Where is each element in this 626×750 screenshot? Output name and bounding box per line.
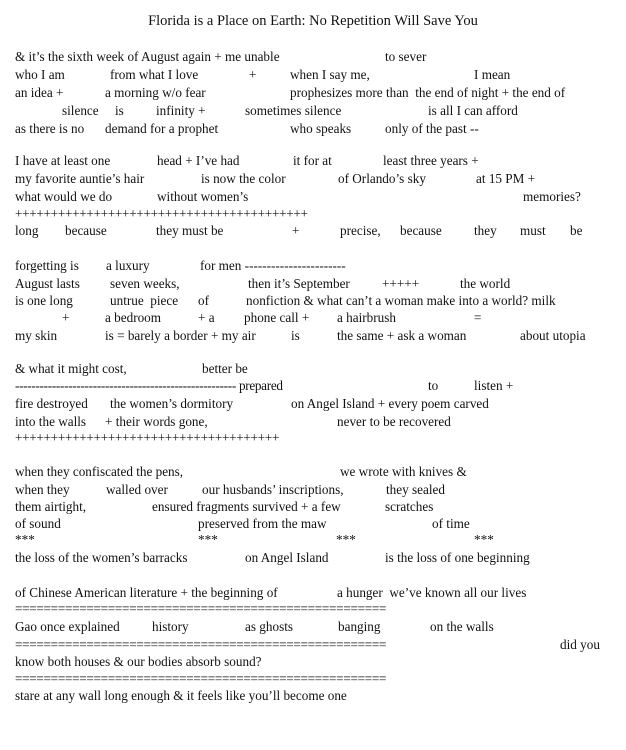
- line-segment: =: [474, 310, 482, 325]
- line-segment: on the walls: [430, 619, 494, 634]
- line-segment: +++++++++++++++++++++++++++++++++++++: [15, 430, 280, 445]
- line-segment: ensured fragments survived + a few: [152, 499, 341, 514]
- plus-divider: [0, 205, 626, 223]
- line-segment: they: [474, 223, 497, 238]
- line-segment: better be: [202, 361, 248, 376]
- line-segment: & it’s the sixth week of August again + me unable: [15, 49, 280, 64]
- equals-divider: [0, 670, 626, 688]
- line-segment: of Orlando’s sky: [338, 171, 426, 186]
- line-segment: into the walls: [15, 414, 87, 429]
- line-segment: ------------------------------------------------------ prepared: [15, 378, 283, 393]
- line-segment: to: [428, 378, 439, 393]
- line-segment: ====================================================: [15, 601, 387, 616]
- line-segment: they sealed: [386, 482, 445, 497]
- line-segment: the same + ask a woman: [337, 328, 467, 343]
- poem-line: [0, 120, 626, 138]
- plus-divider: [0, 429, 626, 447]
- line-segment: from what I love: [110, 67, 199, 82]
- line-segment: banging: [338, 619, 381, 634]
- poem-line: [0, 481, 626, 499]
- line-segment: them airtight,: [15, 499, 87, 514]
- poem-line: [0, 360, 626, 378]
- line-segment: of sound: [15, 516, 61, 531]
- line-segment: as ghosts: [245, 619, 293, 634]
- line-segment: of time: [432, 516, 470, 531]
- poem-line: [0, 377, 626, 395]
- line-segment: head + I’ve had: [157, 153, 240, 168]
- line-segment: only of the past --: [385, 121, 479, 136]
- line-segment: an idea +: [15, 85, 64, 100]
- line-segment: a bedroom: [105, 310, 162, 325]
- line-segment: memories?: [523, 189, 581, 204]
- line-segment: ====================================================: [15, 671, 387, 686]
- line-segment: it for at: [293, 153, 332, 168]
- poem-title: Florida is a Place on Earth: No Repetition Will Save You: [148, 13, 478, 29]
- line-segment: I have at least one: [15, 153, 111, 168]
- line-segment: ====================================================: [15, 637, 387, 652]
- line-segment: +++++++++++++++++++++++++++++++++++++++++: [15, 206, 308, 221]
- poem-line: [0, 309, 626, 327]
- line-segment: August lasts: [15, 276, 80, 291]
- poem-line: [0, 292, 626, 310]
- poem-line: [0, 188, 626, 206]
- line-segment: when I say me,: [290, 67, 370, 82]
- equals-divider: [0, 600, 626, 618]
- poem-line: [0, 152, 626, 170]
- poem-line: [0, 84, 626, 102]
- poem-line: [0, 395, 626, 413]
- line-segment: prophesizes more than the end of night + the end of: [290, 85, 566, 100]
- line-segment: who I am: [15, 67, 65, 82]
- line-segment: of: [198, 293, 209, 308]
- line-segment: the loss of the women’s barracks: [15, 550, 188, 565]
- poem-line: [0, 549, 626, 567]
- poem-line: [0, 66, 626, 84]
- line-segment: demand for a prophet: [105, 121, 219, 136]
- asterisk-divider: [0, 531, 626, 549]
- poem-line: [0, 463, 626, 481]
- line-segment: they must be: [156, 223, 224, 238]
- line-segment: is: [291, 328, 300, 343]
- line-segment: ***: [474, 532, 494, 547]
- line-segment: ***: [198, 532, 218, 547]
- line-segment: to sever: [385, 49, 427, 64]
- poem-line: [0, 498, 626, 516]
- line-segment: is all I can afford: [428, 103, 518, 118]
- line-segment: listen +: [474, 378, 514, 393]
- line-segment: our husbands’ inscriptions,: [202, 482, 344, 497]
- line-segment: ***: [15, 532, 35, 547]
- line-segment: is: [115, 103, 124, 118]
- line-segment: I mean: [474, 67, 511, 82]
- poem-line: [0, 170, 626, 188]
- line-segment: +: [292, 223, 300, 238]
- line-segment: when they: [15, 482, 70, 497]
- line-segment: on Angel Island + every poem carved: [291, 396, 489, 411]
- line-segment: as there is no: [15, 121, 85, 136]
- line-segment: + a: [198, 310, 215, 325]
- line-segment: a luxury: [106, 258, 150, 273]
- line-segment: never to be recovered: [337, 414, 451, 429]
- poem-line: [0, 653, 626, 671]
- line-segment: infinity +: [156, 103, 206, 118]
- line-segment: of Chinese American literature + the beginning of: [15, 585, 278, 600]
- line-segment: we wrote with knives &: [340, 464, 467, 479]
- line-segment: what would we do: [15, 189, 113, 204]
- line-segment: then it’s September: [248, 276, 350, 291]
- line-segment: forgetting is: [15, 258, 79, 273]
- poem-line: [0, 687, 626, 705]
- line-segment: is = barely a border + my air: [105, 328, 256, 343]
- line-segment: about utopia: [520, 328, 586, 343]
- line-segment: stare at any wall long enough & it feels like you’ll become one: [15, 688, 347, 703]
- line-segment: is now the color: [201, 171, 286, 186]
- line-segment: without women’s: [157, 189, 249, 204]
- line-segment: on Angel Island: [245, 550, 329, 565]
- line-segment: fire destroyed: [15, 396, 88, 411]
- line-segment: scratches: [385, 499, 434, 514]
- line-segment: did you: [560, 637, 600, 652]
- line-segment: silence: [62, 103, 99, 118]
- line-segment: because: [400, 223, 442, 238]
- poem-line: [0, 618, 626, 636]
- line-segment: must: [520, 223, 546, 238]
- line-segment: who speaks: [290, 121, 352, 136]
- line-segment: walled over: [106, 482, 168, 497]
- line-segment: a hunger we’ve known all our lives: [337, 585, 527, 600]
- poem-line: [0, 102, 626, 120]
- line-segment: the women’s dormitory: [110, 396, 234, 411]
- line-segment: at 15 PM +: [476, 171, 536, 186]
- line-segment: + their words gone,: [105, 414, 208, 429]
- line-segment: +: [249, 67, 257, 82]
- line-segment: a hairbrush: [337, 310, 396, 325]
- line-segment: be: [570, 223, 583, 238]
- poem-line: [0, 275, 626, 293]
- line-segment: know both houses & our bodies absorb sound?: [15, 654, 262, 669]
- line-segment: long: [15, 223, 39, 238]
- line-segment: phone call +: [244, 310, 310, 325]
- line-segment: when they confiscated the pens,: [15, 464, 184, 479]
- line-segment: a morning w/o fear: [105, 85, 206, 100]
- line-segment: untrue piece: [110, 293, 179, 308]
- line-segment: my favorite auntie’s hair: [15, 171, 145, 186]
- line-segment: Gao once explained: [15, 619, 120, 634]
- line-segment: +: [62, 310, 70, 325]
- line-segment: my skin: [15, 328, 58, 343]
- line-segment: is the loss of one beginning: [385, 550, 530, 565]
- line-segment: seven weeks,: [110, 276, 180, 291]
- line-segment: least three years +: [383, 153, 479, 168]
- line-segment: precise,: [340, 223, 381, 238]
- line-segment: & what it might cost,: [15, 361, 127, 376]
- line-segment: preserved from the maw: [198, 516, 327, 531]
- line-segment: ***: [336, 532, 356, 547]
- line-segment: because: [65, 223, 107, 238]
- poem-line: [0, 636, 626, 654]
- poem-line: [0, 327, 626, 345]
- line-segment: is one long: [15, 293, 73, 308]
- line-segment: nonfiction & what can’t a woman make into a world? milk: [246, 293, 556, 308]
- line-segment: history: [152, 619, 189, 634]
- line-segment: for men -----------------------: [200, 258, 346, 273]
- poem-line: [0, 257, 626, 275]
- line-segment: sometimes silence: [245, 103, 342, 118]
- line-segment: the world: [460, 276, 511, 291]
- line-segment: +++++: [382, 276, 420, 291]
- poem-line: [0, 48, 626, 66]
- poem-line: [0, 222, 626, 240]
